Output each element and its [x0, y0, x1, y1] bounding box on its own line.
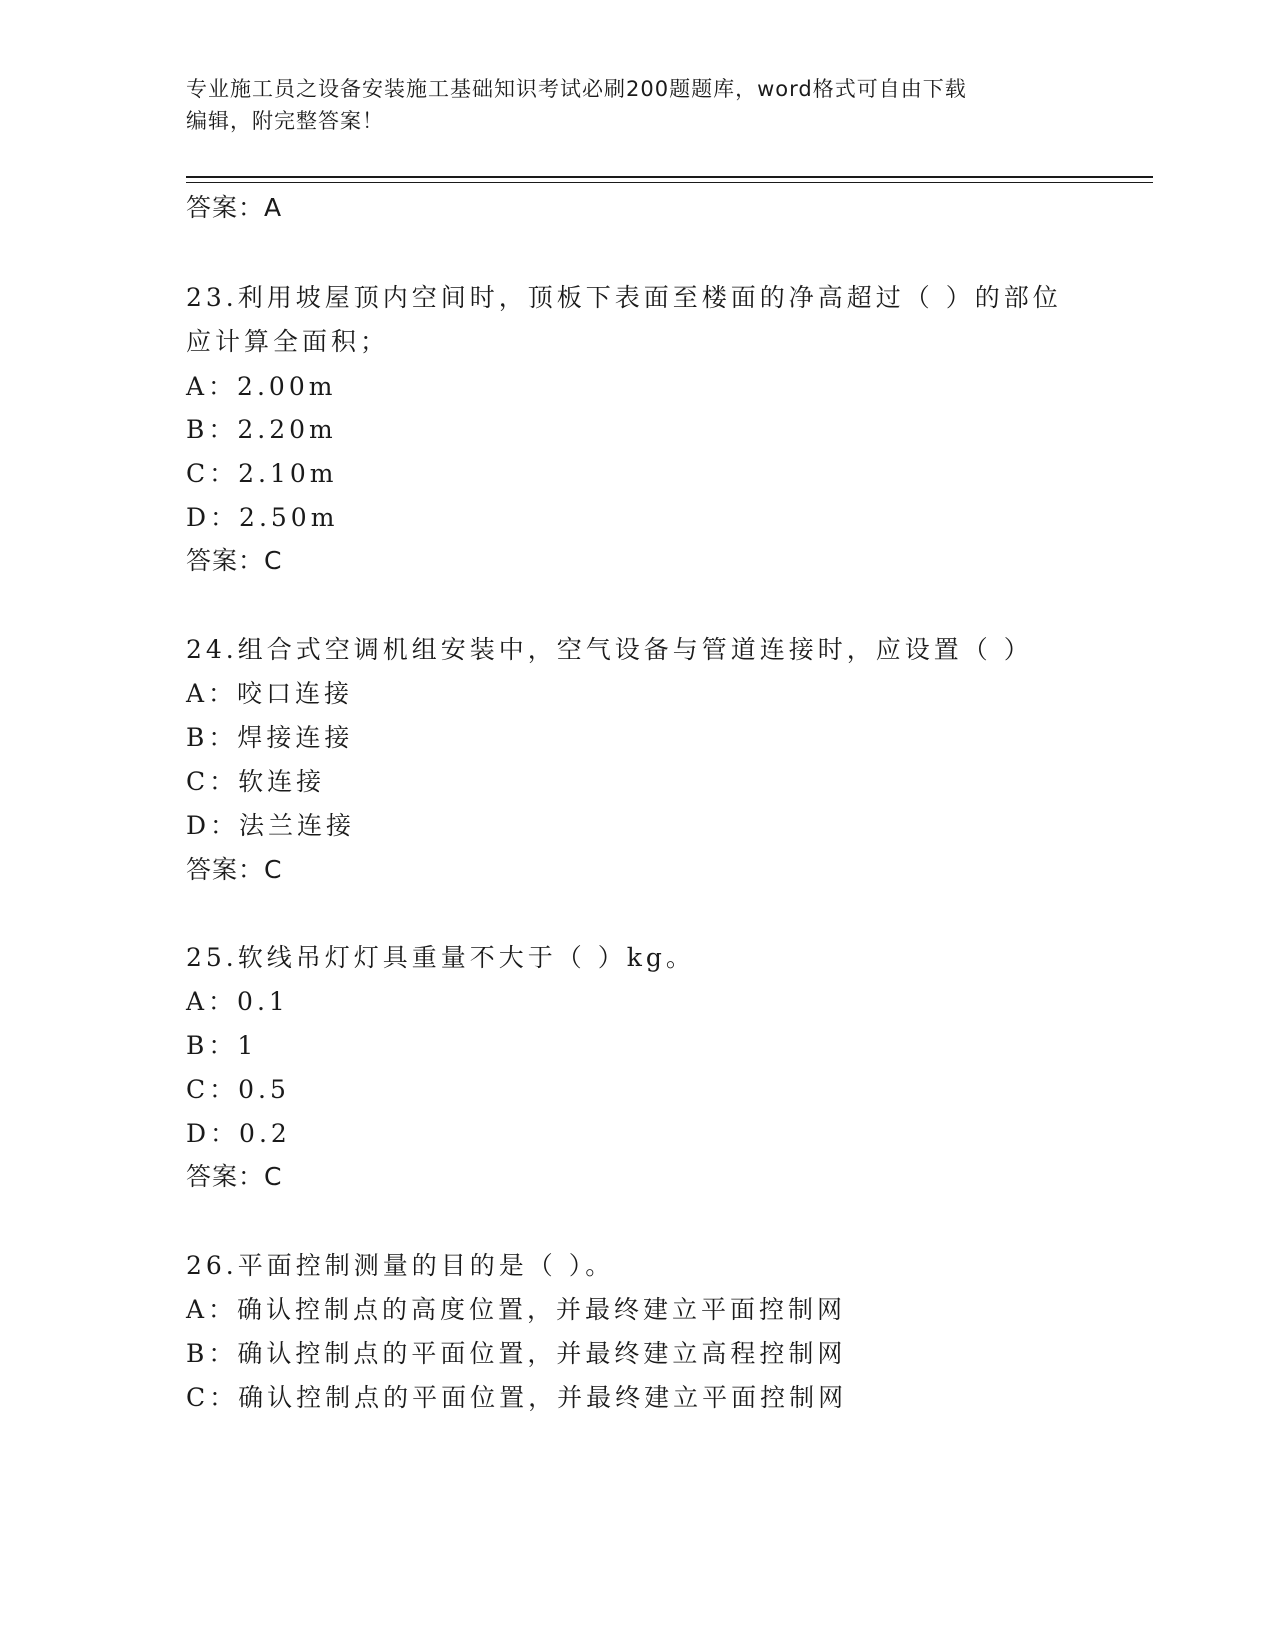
- question-24-answer: 答案：C: [186, 855, 283, 884]
- question-25-option-a: A：0.1: [186, 987, 289, 1016]
- question-23-stem: 23.利用坡屋顶内空间时，顶板下表面至楼面的净高超过（ ）的部位: [186, 283, 1062, 312]
- question-24-option-a: A：咬口连接: [186, 679, 354, 708]
- question-26-option-b: B：确认控制点的平面位置，并最终建立高程控制网: [186, 1339, 847, 1368]
- question-25-option-c: C：0.5: [186, 1075, 290, 1104]
- question-24-option-d: D：法兰连接: [186, 811, 356, 840]
- header-rule-thick: [186, 176, 1153, 178]
- question-23-option-c: C：2.10m: [186, 459, 338, 488]
- question-23-stem-cont: 应计算全面积；: [186, 327, 390, 356]
- question-24-option-c: C：软连接: [186, 767, 326, 796]
- question-26-option-c: C：确认控制点的平面位置，并最终建立平面控制网: [186, 1383, 848, 1412]
- question-24-option-b: B：焊接连接: [186, 723, 354, 752]
- question-25-answer: 答案：C: [186, 1162, 283, 1191]
- question-26-option-a: A：确认控制点的高度位置，并最终建立平面控制网: [186, 1295, 847, 1324]
- question-25-stem: 25.软线吊灯灯具重量不大于（ ）kg。: [186, 943, 695, 972]
- answer-q22: 答案：A: [186, 193, 283, 222]
- question-23-option-b: B：2.20m: [186, 415, 337, 444]
- question-26-stem: 26.平面控制测量的目的是（ ）。: [186, 1251, 615, 1280]
- question-23-option-d: D：2.50m: [186, 503, 339, 532]
- header-rule-thin: [186, 182, 1153, 183]
- question-23-option-a: A：2.00m: [186, 372, 337, 401]
- question-23-answer: 答案：C: [186, 546, 283, 575]
- header-line-2: 编辑，附完整答案！: [186, 109, 384, 133]
- document-header: [186, 73, 1086, 137]
- header-line-1: 专业施工员之设备安装施工基础知识考试必刷200题题库，word格式可自由下载: [186, 77, 967, 101]
- question-25-option-d: D：0.2: [186, 1119, 291, 1148]
- question-24-stem: 24.组合式空调机组安装中，空气设备与管道连接时，应设置（ ）: [186, 635, 1033, 664]
- question-25-option-b: B：1: [186, 1031, 258, 1060]
